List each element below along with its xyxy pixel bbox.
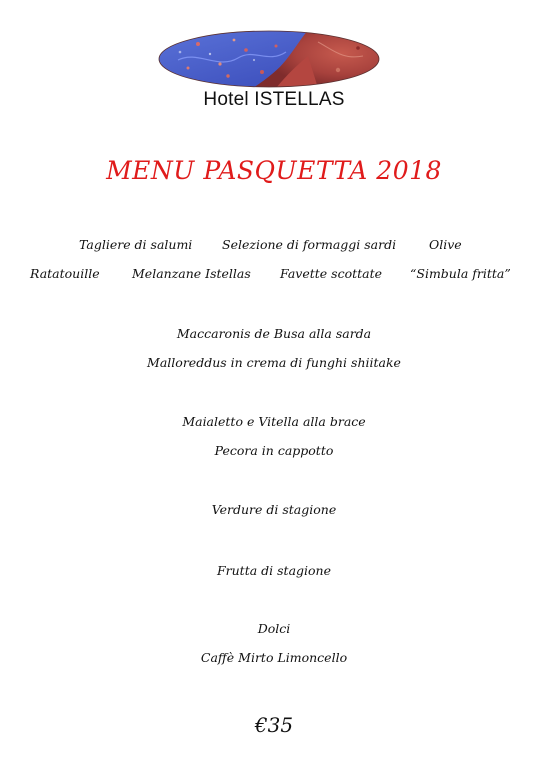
caffe-digestivi: Caffè Mirto Limoncello	[200, 650, 348, 665]
antipasto-ratatouille: Ratatouille	[30, 266, 100, 281]
primo-maccaronis: Maccaronis de Busa alla sarda	[176, 326, 372, 341]
secondo-pecora: Pecora in cappotto	[214, 443, 334, 458]
frutta: Frutta di stagione	[216, 563, 331, 578]
antipasto-favette: Favette scottate	[280, 266, 383, 281]
contorno-verdure: Verdure di stagione	[211, 502, 337, 517]
antipasto-formaggi: Selezione di formaggi sardi	[222, 237, 397, 252]
primo-malloreddus: Malloreddus in crema di funghi shiitake	[147, 355, 401, 370]
hotel-name: Hotel ISTELLAS	[203, 89, 345, 110]
hotel-logo-icon	[158, 30, 380, 88]
antipasto-melanzane: Melanzane Istellas	[132, 266, 251, 281]
menu-title: MENU PASQUETTA 2018	[106, 156, 442, 185]
antipasto-simbula: “Simbula fritta”	[410, 266, 511, 281]
antipasto-olive: Olive	[429, 237, 462, 252]
dolci: Dolci	[257, 621, 291, 636]
antipasto-tagliere: Tagliere di salumi	[79, 237, 193, 252]
menu-price: €35	[254, 713, 294, 737]
secondo-maialetto: Maialetto e Vitella alla brace	[182, 414, 366, 429]
